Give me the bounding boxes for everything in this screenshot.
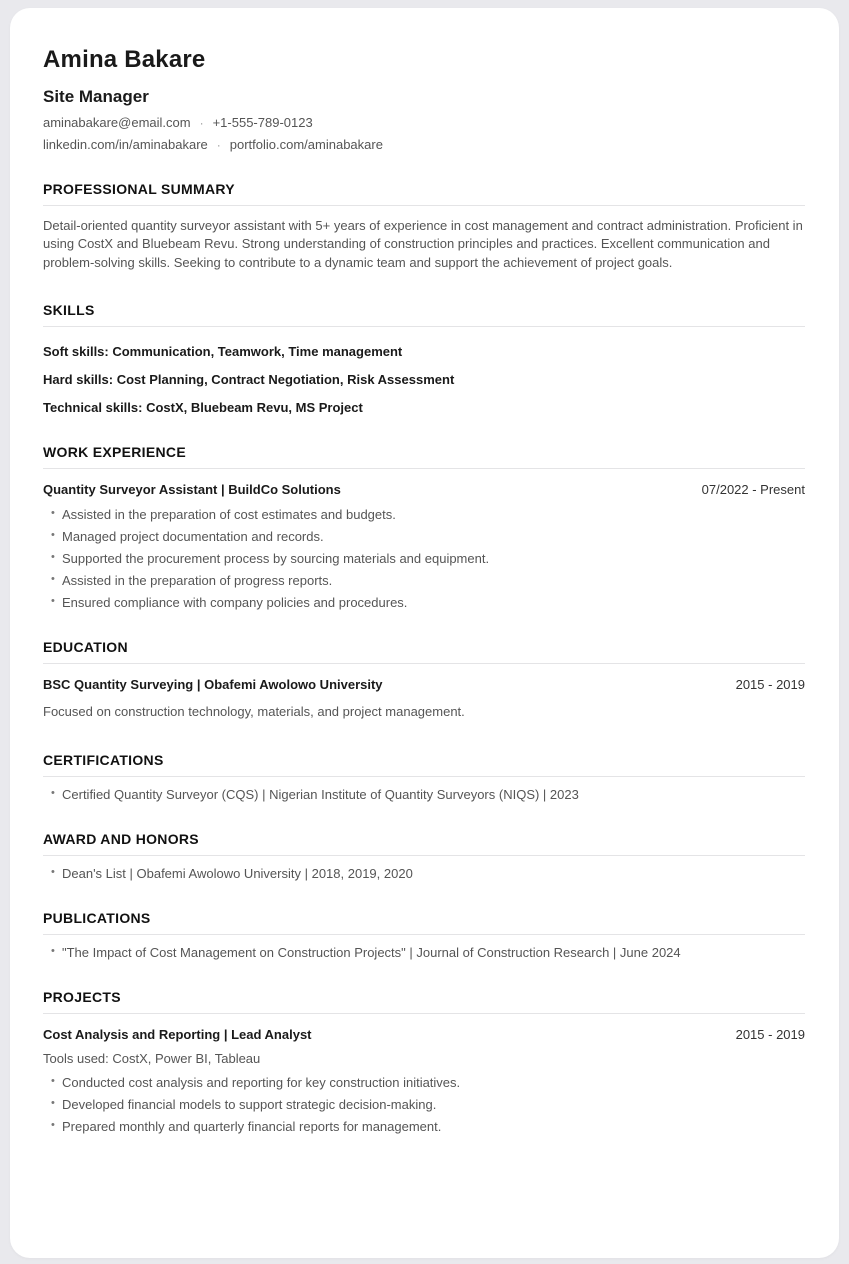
dot-separator: · — [199, 116, 204, 130]
section-projects — [43, 989, 805, 1133]
education-description: Focused on construction technology, materials, and project management. — [43, 704, 465, 720]
section-professional-summary — [43, 181, 805, 272]
certifications-list — [43, 788, 805, 801]
education-title: BSC Quantity Surveying | Obafemi Awolowo University — [43, 677, 383, 693]
experience-bullet: • Ensured compliance with company policies and procedures. — [43, 596, 805, 609]
resume-document — [10, 8, 839, 1258]
section-education — [43, 639, 805, 721]
awards-list — [43, 867, 805, 880]
contact-line-2 — [43, 138, 805, 151]
experience-bullet: • Supported the procurement process by sourcing materials and equipment. — [43, 552, 805, 565]
section-heading-certifications: CERTIFICATIONS — [43, 752, 805, 777]
person-name: Amina Bakare — [43, 46, 206, 73]
experience-bullet-list — [43, 508, 805, 609]
section-heading-education: EDUCATION — [43, 639, 805, 664]
section-heading-skills: SKILLS — [43, 302, 805, 327]
certification-item: • Certified Quantity Surveyor (CQS) | Nigerian Institute of Quantity Surveyors (NIQS) | 2023 — [43, 788, 805, 801]
experience-entry-header — [43, 482, 805, 497]
section-awards — [43, 831, 805, 880]
publications-list — [43, 946, 805, 959]
education-entry-header — [43, 677, 805, 692]
dot-separator: · — [216, 138, 221, 152]
education-date: 2015 - 2019 — [735, 677, 805, 693]
experience-bullet: • Assisted in the preparation of cost estimates and budgets. — [43, 508, 805, 521]
project-date: 2015 - 2019 — [735, 1026, 805, 1042]
summary-text: Detail-oriented quantity surveyor assistant with 5+ years of experience in cost management and contract administration. Proficient in using CostX and Bluebeam Revu. Strong understanding of construction principles and practices. Excellent communication and problem-solving skills. Seeking to contribute to a dynamic team and support the achievement of project goals. — [43, 218, 803, 270]
section-heading-experience: WORK EXPERIENCE — [43, 444, 805, 469]
skill-line-soft: Soft skills: Communication, Teamwork, Time management — [43, 344, 403, 360]
portfolio-text: portfolio.com/aminabakare — [229, 137, 383, 152]
phone-text: +1-555-789-0123 — [212, 115, 313, 130]
experience-title: Quantity Surveyor Assistant | BuildCo Solutions — [43, 482, 341, 498]
section-publications — [43, 910, 805, 959]
award-item: • Dean's List | Obafemi Awolowo University | 2018, 2019, 2020 — [43, 867, 805, 880]
contact-line-1 — [43, 116, 805, 129]
project-tools: Tools used: CostX, Power BI, Tableau — [43, 1050, 261, 1066]
section-work-experience — [43, 444, 805, 609]
skill-line-hard: Hard skills: Cost Planning, Contract Negotiation, Risk Assessment — [43, 372, 455, 388]
section-heading-projects: PROJECTS — [43, 989, 805, 1014]
publication-item: • "The Impact of Cost Management on Construction Projects" | Journal of Construction Research | June 2024 — [43, 946, 805, 959]
person-job-title: Site Manager — [43, 87, 149, 106]
experience-bullet: • Assisted in the preparation of progress reports. — [43, 574, 805, 587]
experience-date: 07/2022 - Present — [701, 482, 805, 498]
section-certifications — [43, 752, 805, 801]
project-bullet: • Conducted cost analysis and reporting for key construction initiatives. — [43, 1076, 805, 1089]
project-entry-header — [43, 1027, 805, 1042]
resume-header — [43, 46, 805, 151]
section-heading-summary: PROFESSIONAL SUMMARY — [43, 181, 805, 206]
section-heading-awards: AWARD AND HONORS — [43, 831, 805, 856]
section-heading-publications: PUBLICATIONS — [43, 910, 805, 935]
section-skills — [43, 302, 805, 414]
skill-line-technical: Technical skills: CostX, Bluebeam Revu, MS Project — [43, 400, 363, 416]
experience-bullet: • Managed project documentation and records. — [43, 530, 805, 543]
project-bullet: • Developed financial models to support strategic decision-making. — [43, 1098, 805, 1111]
project-title: Cost Analysis and Reporting | Lead Analyst — [43, 1026, 312, 1042]
email-text: aminabakare@email.com — [43, 115, 191, 130]
linkedin-text: linkedin.com/in/aminabakare — [43, 137, 208, 152]
project-bullet: • Prepared monthly and quarterly financial reports for management. — [43, 1120, 805, 1133]
project-bullet-list — [43, 1076, 805, 1133]
